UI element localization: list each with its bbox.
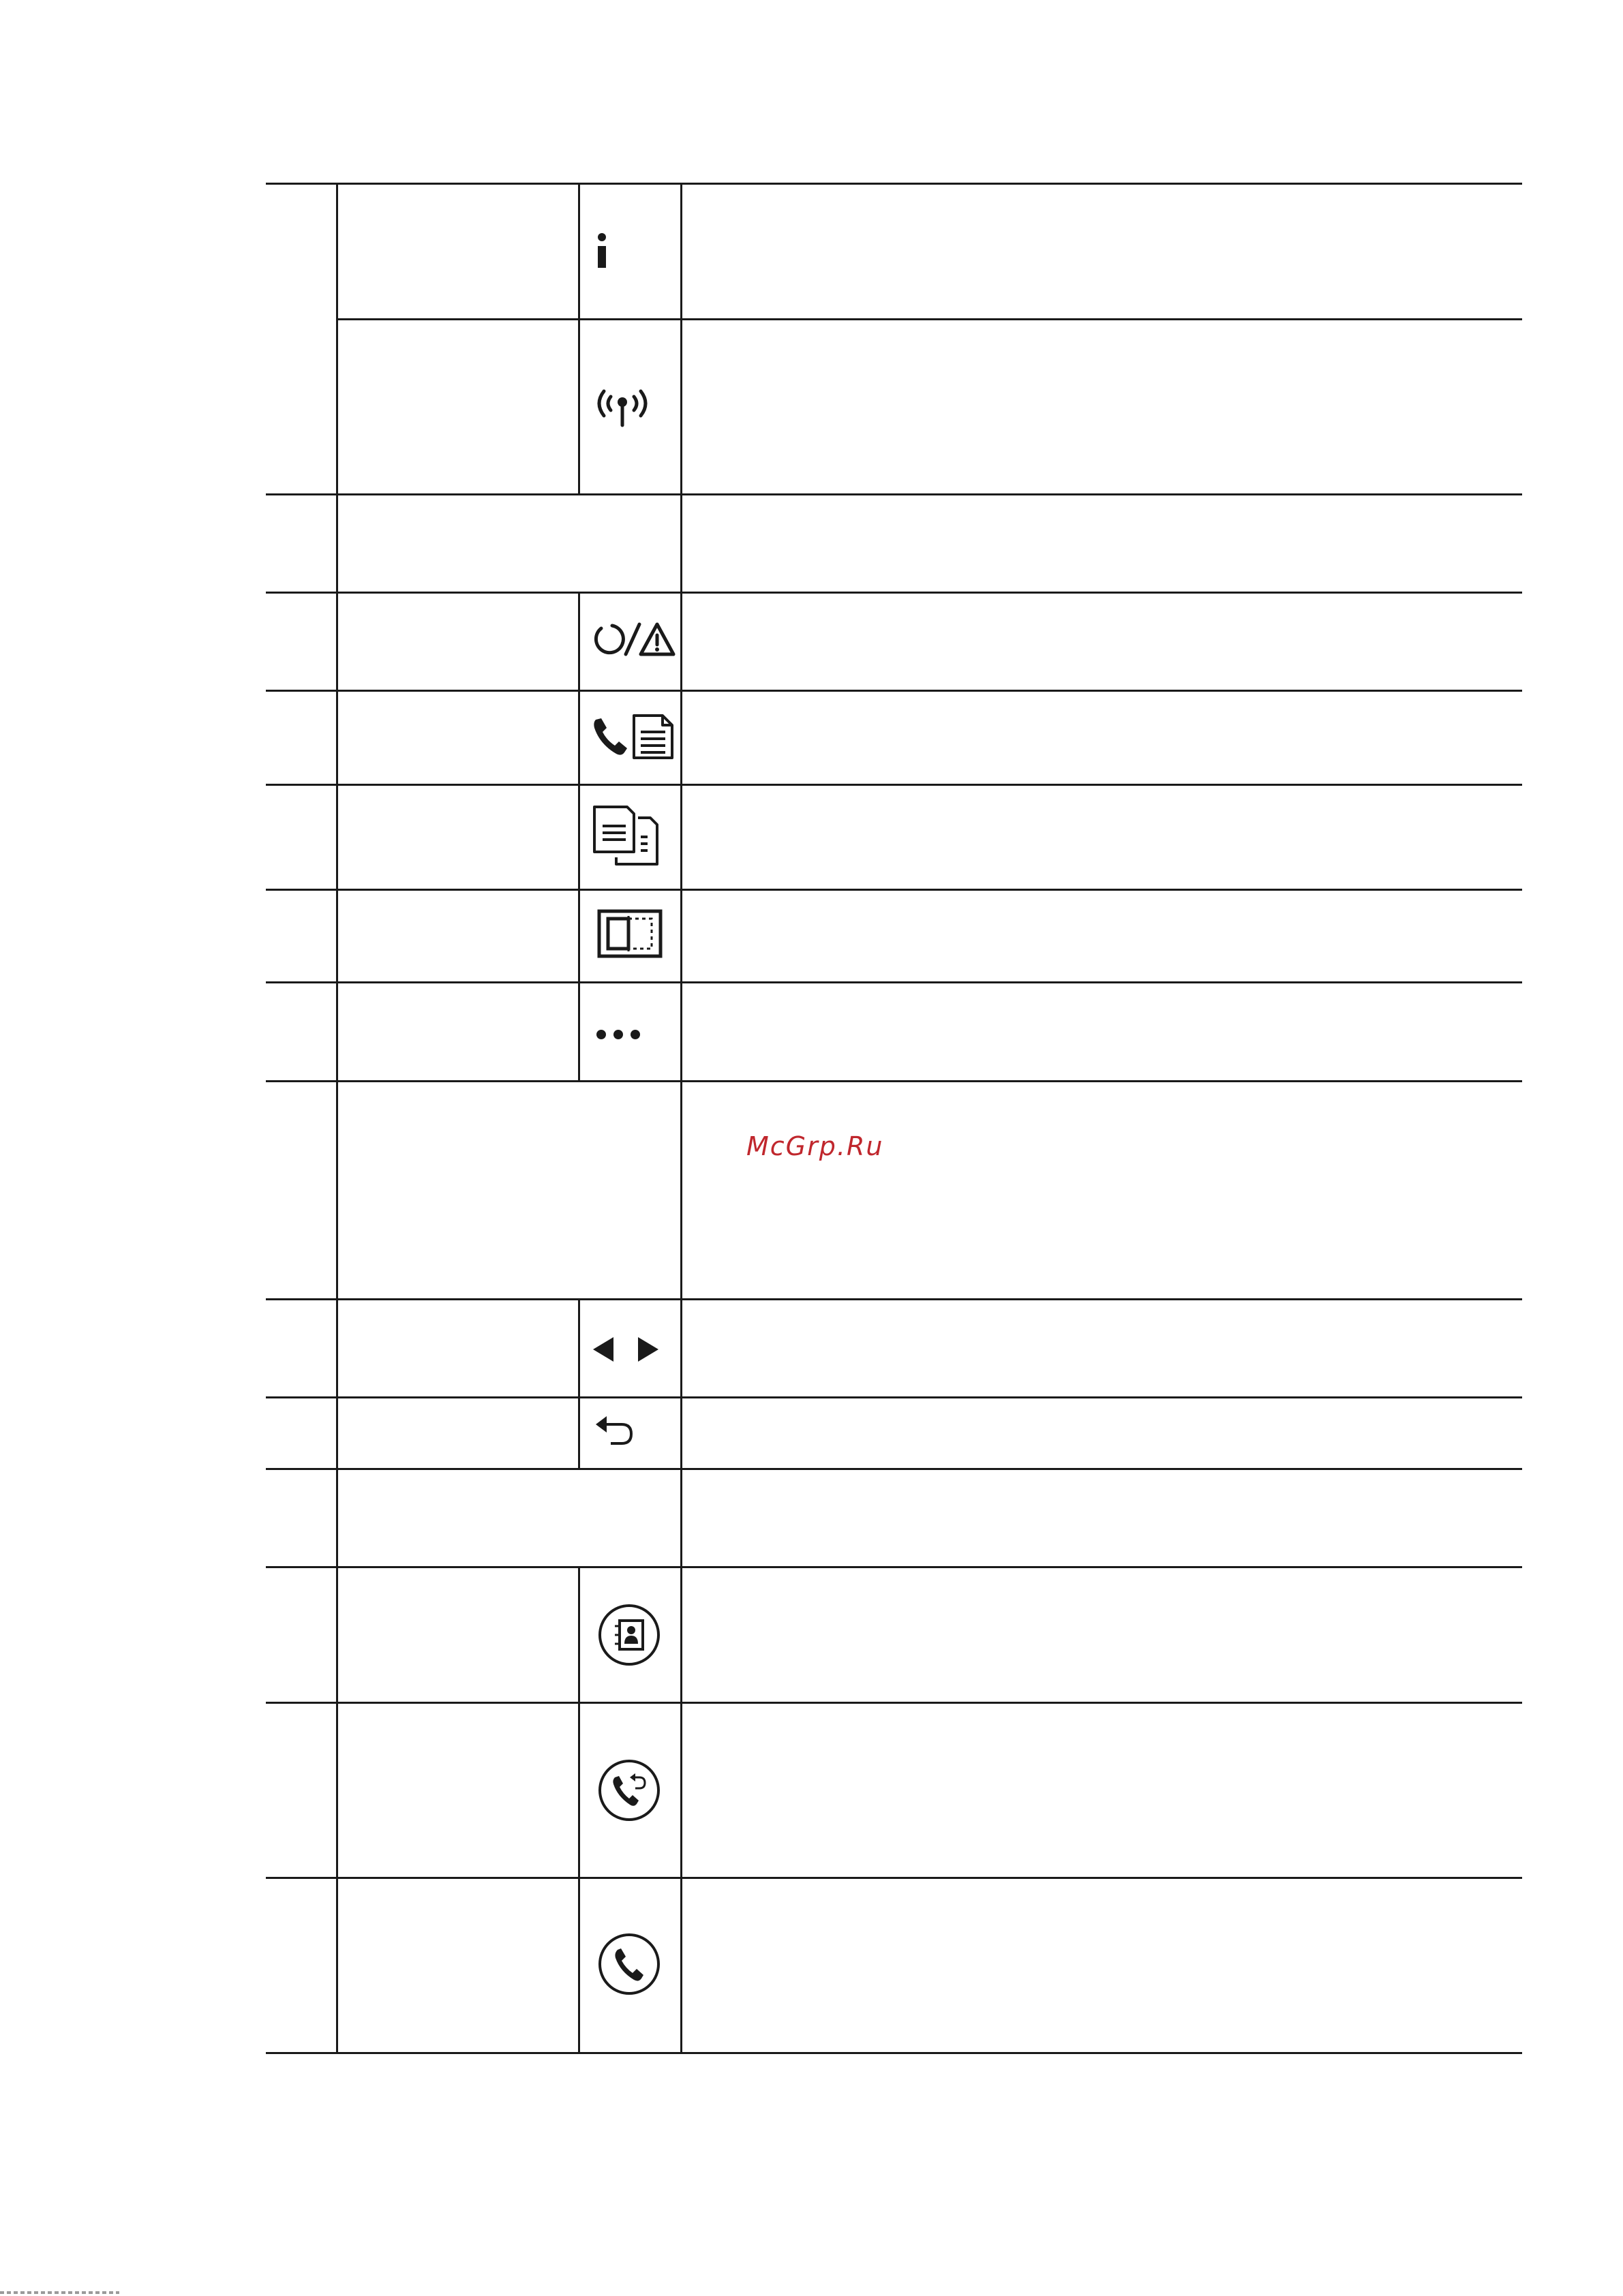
column-divider: [680, 183, 682, 2054]
power-warning-icon: [592, 619, 676, 660]
left-right-arrows-icon: [592, 1336, 663, 1363]
row-divider: [266, 1080, 1522, 1082]
row-divider: [337, 318, 1522, 320]
icon-column-divider: [578, 1298, 580, 1470]
row-divider: [266, 690, 1522, 692]
more-dots-icon: [594, 1028, 642, 1041]
row-divider: [266, 1877, 1522, 1879]
row-divider: [266, 592, 1522, 594]
row-divider: [266, 1566, 1522, 1568]
table-top-rule: [266, 183, 1522, 185]
row-divider: [266, 981, 1522, 983]
watermark: McGrp.Ru: [746, 1131, 884, 1161]
row-divider: [266, 784, 1522, 786]
row-divider: [266, 1702, 1522, 1704]
info-icon: [592, 232, 612, 273]
phone-document-icon: [592, 713, 676, 761]
scan-frame-icon: [597, 909, 663, 958]
column-divider: [336, 183, 338, 2054]
row-divider: [266, 1396, 1522, 1398]
icon-column-divider: [578, 592, 580, 1082]
icon-column-divider: [578, 1566, 580, 2054]
copy-document-icon: [592, 804, 660, 867]
icon-column-divider: [578, 183, 580, 495]
redial-icon: [597, 1758, 661, 1822]
phone-circle-icon: [597, 1932, 661, 1996]
row-divider: [266, 1468, 1522, 1470]
wireless-icon: [592, 383, 653, 431]
footer-mark: [0, 2291, 119, 2294]
row-divider: [266, 1298, 1522, 1300]
row-divider: [266, 493, 1522, 495]
address-book-icon: [597, 1603, 661, 1667]
table-bottom-rule: [266, 2052, 1522, 2054]
row-divider: [266, 889, 1522, 891]
back-arrow-icon: [594, 1415, 635, 1446]
